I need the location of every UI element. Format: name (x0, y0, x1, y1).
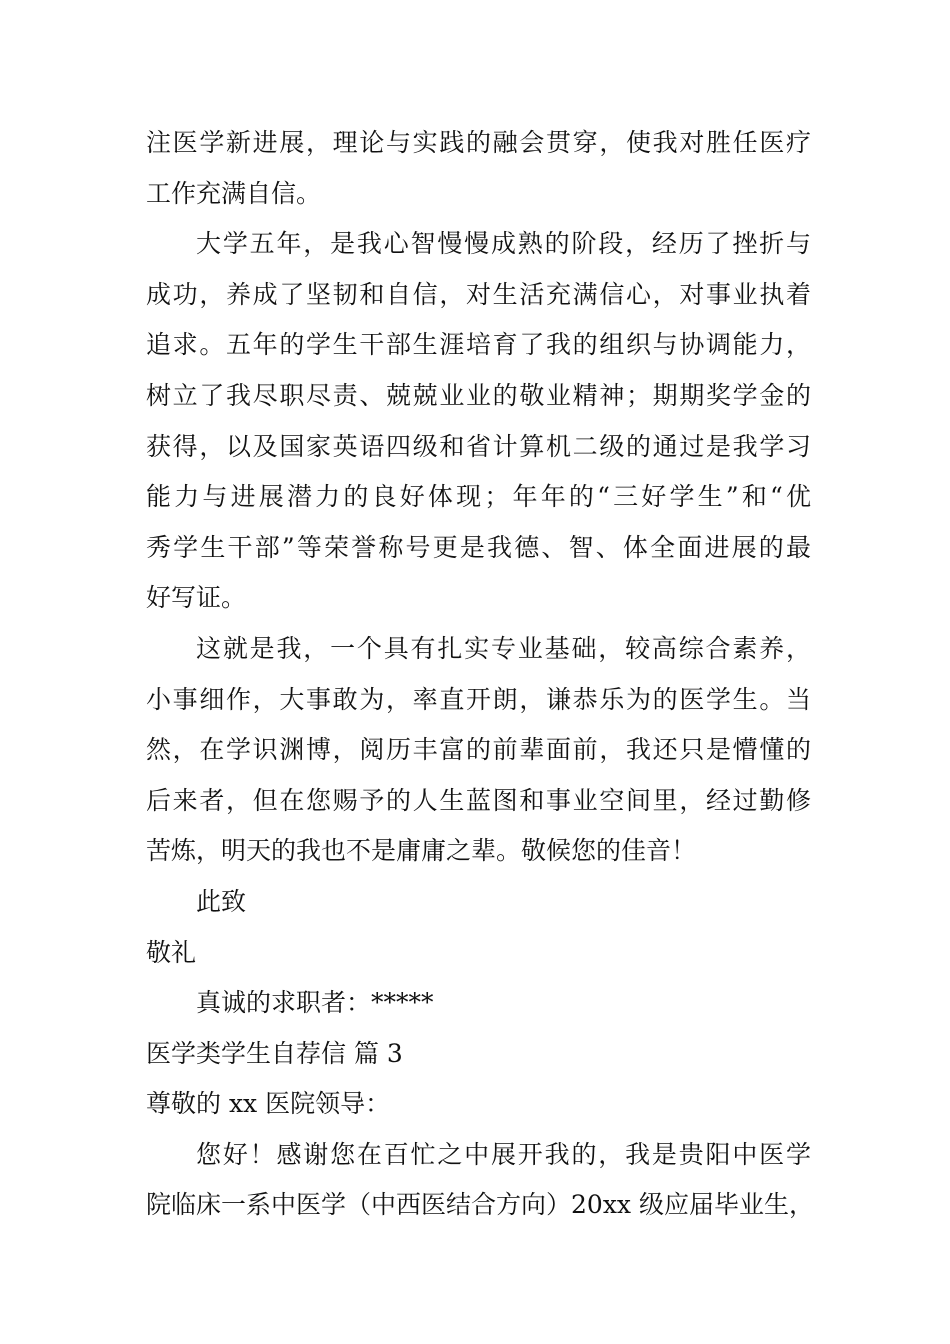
text-line: 获得，以及国家英语四级和省计算机二级的通过是我学习 (146, 431, 811, 461)
text-line: 这就是我，一个具有扎实专业基础，较高综合素养， (196, 633, 811, 663)
text-line: 苦炼，明天的我也不是庸庸之辈。敬候您的佳音！ (146, 836, 697, 866)
text-line: 树立了我尽职尽责、兢兢业业的敬业精神；期期奖学金的 (146, 380, 811, 410)
text-line: 真诚的求职者：***** (196, 988, 434, 1018)
text-line: 追求。五年的学生干部生涯培育了我的组织与协调能力， (146, 330, 811, 360)
text-line: 注医学新进展，理论与实践的融会贯穿，使我对胜任医疗 (146, 128, 811, 157)
letter-body (146, 118, 814, 1231)
text-line: 能力与进展潜力的良好体现；年年的“三好学生”和“优 (146, 482, 811, 512)
text-line: 尊敬的 xx 医院领导： (146, 1089, 391, 1119)
text-line: 然，在学识渊博，阅历丰富的前辈面前，我还只是懵懂的 (146, 735, 811, 765)
text-line: 秀学生干部”等荣誉称号更是我德、智、体全面进展的最 (146, 532, 811, 562)
text-line: 敬礼 (146, 937, 197, 967)
text-line: 后来者，但在您赐予的人生蓝图和事业空间里，经过勤修 (146, 785, 811, 815)
text-line: 成功，养成了坚韧和自信，对生活充满信心，对事业执着 (146, 279, 811, 309)
text-line: 好写证。 (146, 583, 247, 613)
text-line: 工作充满自信。 (146, 178, 322, 208)
text-line: 此致 (196, 886, 247, 916)
text-line: 小事细作，大事敢为，率直开朗，谦恭乐为的医学生。当 (146, 684, 811, 714)
text-line: 大学五年，是我心智慢慢成熟的阶段，经历了挫折与 (196, 229, 811, 259)
text-line: 您好！感谢您在百忙之中展开我的，我是贵阳中医学 (196, 1139, 811, 1169)
text-line: 院临床一系中医学（中西医结合方向）20xx 级应届毕业生， (146, 1190, 814, 1220)
text-line: 医学类学生自荐信 篇 3 (146, 1038, 403, 1068)
